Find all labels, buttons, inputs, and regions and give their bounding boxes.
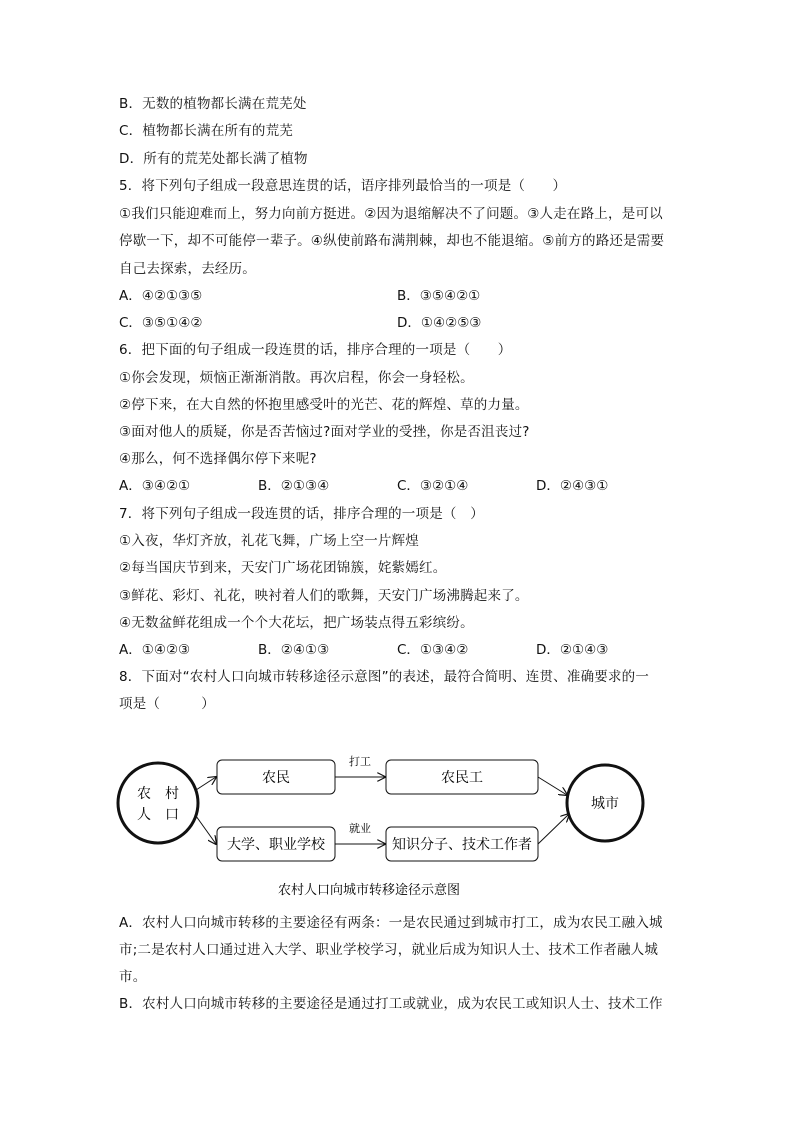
q4-option-b: B．无数的植物都长满在荒芜处: [119, 96, 307, 112]
q6-sentence: ②停下来，在大自然的怀抱里感受叶的光芒、花的辉煌、草的力量。: [119, 397, 529, 413]
q5-stem: 5．将下列句子组成一段意思连贯的话，语序排列最恰当的一项是（ ）: [119, 178, 567, 194]
q6-option-d: D．②④③①: [536, 478, 609, 494]
q6-sentence: ③面对他人的质疑，你是否苦恼过?面对学业的受挫，你是否沮丧过?: [119, 424, 530, 440]
migrant-worker-label: 农民工: [441, 770, 483, 786]
q5-text-line: 停歇一下，却不可能停一辈子。④纵使前路布满荆棘，却也不能退缩。⑤前方的路还是需要: [119, 233, 665, 249]
q8-option-b-line: B．农村人口向城市转移的主要途径是通过打工或就业，成为农民工或知识人士、技术工作: [119, 996, 663, 1012]
q4-option-d: D．所有的荒芜处都长满了植物: [119, 151, 308, 167]
q7-option-a: A．①④②③: [119, 642, 191, 658]
q5-option-c: C．③⑤①④②: [119, 315, 203, 331]
q5-option-a: A．④②①③⑤: [119, 288, 203, 304]
q6-stem: 6．把下面的句子组成一段连贯的话，排序合理的一项是（ ）: [119, 342, 512, 358]
q4-option-c: C．植物都长满在所有的荒芜: [119, 123, 294, 139]
q8-option-a-line: A．农村人口向城市转移的主要途径有两条：一是农民通过到城市打工，成为农民工融入城: [119, 915, 663, 931]
q5-option-d: D．①④②⑤③: [397, 315, 482, 331]
migration-diagram: [110, 750, 670, 910]
rural-label-line: 人 口: [137, 807, 179, 823]
q8-stem-line: 8．下面对“农村人口向城市转移途径示意图”的表述，最符合简明、连贯、准确要求的一: [119, 669, 650, 685]
q7-option-b: B．②④①③: [258, 642, 330, 658]
city-label: 城市: [591, 796, 619, 812]
q7-sentence: ④无数盆鲜花组成一个个大花坛，把广场装点得五彩缤纷。: [119, 615, 474, 631]
q5-text-line: 自己去探索，去经历。: [119, 261, 256, 277]
arrow-rural-to-farmer: [196, 777, 216, 790]
q8-option-a-line: 市;二是农村人口通过进入大学、职业学校学习，就业后成为知识人士、技术工作者融人城: [119, 942, 659, 958]
diagram-caption: 农村人口向城市转移途径示意图: [277, 883, 461, 898]
q7-option-c: C．①③④②: [397, 642, 469, 658]
knowledge-worker-label: 知识分子、技术工作者: [392, 837, 532, 853]
arrow-rural-to-school: [196, 816, 216, 844]
q8-option-a-line: 市。: [119, 969, 147, 985]
q7-stem: 7．将下列句子组成一段连贯的话，排序合理的一项是（ ）: [119, 506, 484, 522]
q6-sentence: ①你会发现，烦恼正渐渐消散。再次启程，你会一身轻松。: [119, 370, 474, 386]
q5-option-b: B．③⑤④②①: [397, 288, 481, 304]
q7-sentence: ①入夜，华灯齐放，礼花飞舞，广场上空一片辉煌: [119, 533, 420, 549]
q6-option-c: C．③②①④: [397, 478, 469, 494]
q6-option-b: B．②①③④: [258, 478, 330, 494]
arrow-migrant-to-city: [538, 777, 567, 795]
q7-sentence: ③鲜花、彩灯、礼花，映衬着人们的歌舞，天安门广场沸腾起来了。: [119, 588, 529, 604]
farmer-label: 农民: [262, 770, 290, 786]
arrow-knowledge-to-city: [538, 814, 569, 844]
arrow-employ-label: 就业: [349, 822, 371, 835]
q8-stem-line: 项是（ ）: [119, 696, 215, 712]
q7-option-d: D．②①④③: [536, 642, 609, 658]
q5-text-line: ①我们只能迎难而上，努力向前方挺进。②因为退缩解决不了问题。③人走在路上，是可以: [119, 206, 663, 222]
q6-option-a: A．③④②①: [119, 478, 191, 494]
arrow-work-label: 打工: [349, 755, 371, 768]
rural-label-line: 农 村: [137, 786, 179, 802]
school-label: 大学、职业学校: [227, 837, 325, 853]
q7-sentence: ②每当国庆节到来，天安门广场花团锦簇，姹紫嫣红。: [119, 560, 447, 576]
rural-population-node: [118, 763, 198, 843]
q6-sentence: ④那么，何不选择偶尔停下来呢?: [119, 451, 317, 467]
